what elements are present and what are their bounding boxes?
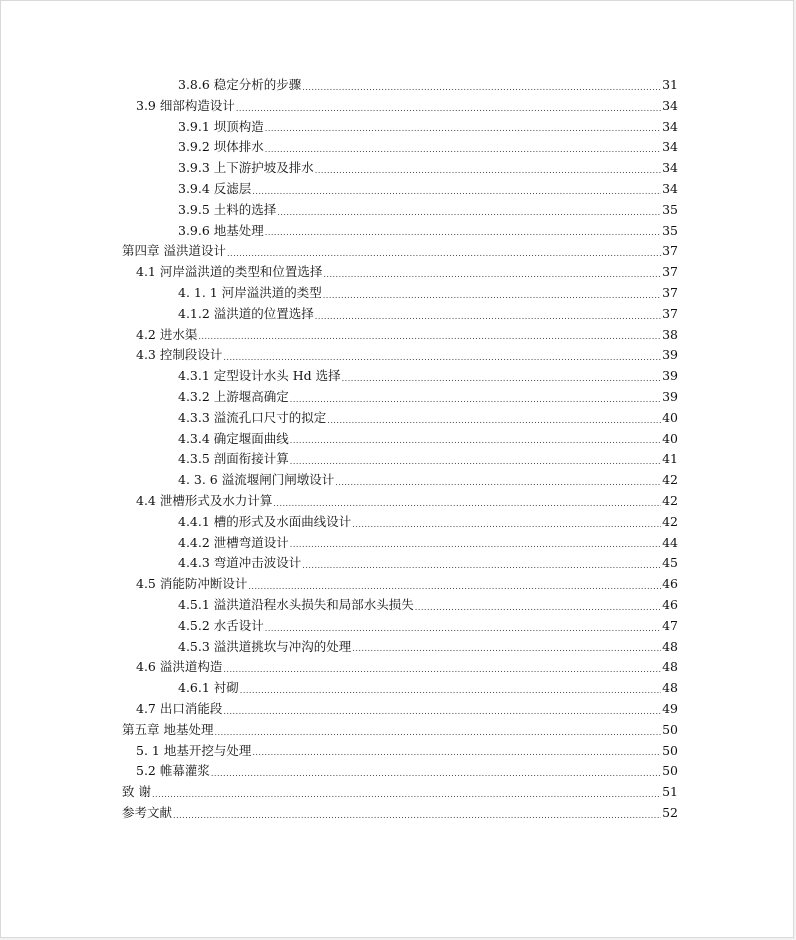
toc-entry-page-number: 39: [662, 368, 678, 384]
toc-entry-label: 4.6 溢洪道构造: [136, 659, 223, 675]
toc-leader-dots: [302, 75, 661, 96]
toc-entry-label: 3.9.3 上下游护坡及排水: [178, 160, 314, 176]
toc-entry-page-number: 48: [662, 659, 678, 675]
toc-entry: [122, 221, 678, 242]
toc-entry: [122, 158, 678, 179]
toc-entry: [122, 616, 678, 637]
toc-entry-page-number: 40: [662, 409, 678, 425]
toc-leader-dots: [290, 429, 661, 450]
toc-leader-dots: [323, 262, 661, 283]
toc-entry-label: 4.5.2 水舌设计: [178, 617, 264, 633]
toc-entry-label: 4.3 控制段设计: [136, 347, 223, 363]
toc-entry-label: 4.4.1 槽的形式及水面曲线设计: [178, 513, 352, 529]
toc-entry-page-number: 40: [662, 430, 678, 446]
toc-entry-page-number: 37: [662, 243, 678, 259]
toc-entry: [122, 574, 678, 595]
toc-leader-dots: [214, 720, 661, 741]
toc-entry-page-number: 46: [662, 576, 678, 592]
toc-leader-dots: [302, 553, 661, 574]
toc-entry-page-number: 48: [662, 638, 678, 654]
toc-entry-label: 3.9.4 反滤层: [178, 180, 252, 196]
toc-entry-label: 4.1.2 溢洪道的位置选择: [178, 305, 314, 321]
toc-entry: [122, 408, 678, 429]
toc-entry: [122, 741, 678, 762]
toc-leader-dots: [315, 304, 661, 325]
toc-entry: [122, 678, 678, 699]
toc-entry-label: 3.9.1 坝顶构造: [178, 118, 264, 134]
toc-entry: [122, 512, 678, 533]
toc-entry: [122, 241, 678, 262]
toc-entry-label: 4.3.3 溢流孔口尺寸的拟定: [178, 409, 327, 425]
toc-entry-label: 3.9.2 坝体排水: [178, 139, 264, 155]
toc-leader-dots: [273, 491, 661, 512]
toc-entry-page-number: 34: [662, 160, 678, 176]
toc-entry: [122, 366, 678, 387]
toc-entry: [122, 283, 678, 304]
toc-leader-dots: [211, 761, 661, 782]
toc-entry-page-number: 49: [662, 700, 678, 716]
toc-leader-dots: [240, 678, 661, 699]
toc-entry: [122, 491, 678, 512]
toc-entry: [122, 761, 678, 782]
toc-entry-page-number: 37: [662, 284, 678, 300]
toc-entry: [122, 595, 678, 616]
toc-entry: [122, 553, 678, 574]
toc-entry: [122, 96, 678, 117]
toc-leader-dots: [315, 158, 661, 179]
toc-leader-dots: [323, 283, 661, 304]
toc-entry: [122, 470, 678, 491]
toc-entry-label: 3.9.5 土料的选择: [178, 201, 277, 217]
toc-entry-page-number: 51: [662, 784, 678, 800]
toc-leader-dots: [265, 221, 661, 242]
toc-entry: [122, 325, 678, 346]
toc-leader-dots: [327, 408, 661, 429]
toc-entry-label: 第四章 溢洪道设计: [122, 243, 226, 259]
toc-entry-label: 4.7 出口消能段: [136, 700, 223, 716]
toc-entry-page-number: 45: [662, 555, 678, 571]
toc-entry-page-number: 47: [662, 617, 678, 633]
toc-entry-page-number: 35: [662, 222, 678, 238]
toc-entry: [122, 782, 678, 803]
toc-leader-dots: [252, 179, 661, 200]
toc-leader-dots: [223, 699, 661, 720]
toc-entry: [122, 387, 678, 408]
toc-leader-dots: [277, 200, 661, 221]
toc-entry-label: 3.9.6 地基处理: [178, 222, 264, 238]
toc-entry-page-number: 48: [662, 680, 678, 696]
toc-entry-label: 4. 1. 1 河岸溢洪道的类型: [178, 284, 322, 300]
toc-leader-dots: [265, 616, 661, 637]
toc-entry-label: 4.2 进水渠: [136, 326, 198, 342]
toc-entry-label: 4.4 泄槽形式及水力计算: [136, 492, 273, 508]
toc-entry: [122, 345, 678, 366]
toc-entry-page-number: 34: [662, 180, 678, 196]
toc-entry: [122, 699, 678, 720]
toc-entry: [122, 262, 678, 283]
toc-leader-dots: [252, 741, 661, 762]
toc-entry: [122, 657, 678, 678]
toc-leader-dots: [335, 470, 661, 491]
toc-entry: [122, 803, 678, 824]
toc-leader-dots: [290, 387, 661, 408]
toc-entry-label: 4.4.3 弯道冲击波设计: [178, 555, 302, 571]
toc-entry-page-number: 52: [662, 804, 678, 820]
toc-entry-page-number: 42: [662, 472, 678, 488]
toc-entry-page-number: 50: [662, 763, 678, 779]
toc-entry: [122, 533, 678, 554]
toc-entry-page-number: 42: [662, 513, 678, 529]
toc-entry-page-number: 31: [662, 77, 678, 92]
toc-leader-dots: [352, 512, 661, 533]
toc-entry-page-number: 34: [662, 97, 678, 113]
toc-entry: [122, 429, 678, 450]
toc-entry-label: 4.1 河岸溢洪道的类型和位置选择: [136, 264, 323, 280]
toc-entry-page-number: 35: [662, 201, 678, 217]
toc-entry-label: 4.5.3 溢洪道挑坎与冲沟的处理: [178, 638, 352, 654]
toc-leader-dots: [265, 137, 661, 158]
toc-entry-label: 3.8.6 稳定分析的步骤: [178, 77, 302, 92]
toc-leader-dots: [248, 574, 661, 595]
toc-entry-page-number: 39: [662, 388, 678, 404]
table-of-contents: [122, 75, 678, 824]
toc-leader-dots: [290, 449, 661, 470]
toc-entry-label: 5. 1 地基开挖与处理: [136, 742, 252, 758]
toc-entry-page-number: 37: [662, 305, 678, 321]
toc-leader-dots: [352, 637, 661, 658]
toc-entry-label: 参考文献: [122, 804, 173, 820]
toc-entry-page-number: 50: [662, 721, 678, 737]
toc-entry: [122, 449, 678, 470]
toc-leader-dots: [173, 803, 661, 824]
toc-entry: [122, 137, 678, 158]
toc-entry-label: 4.3.1 定型设计水头 Hd 选择: [178, 368, 341, 384]
toc-entry-label: 4.4.2 泄槽弯道设计: [178, 534, 289, 550]
toc-entry-label: 4.3.5 剖面衔接计算: [178, 451, 289, 467]
toc-entry-label: 4. 3. 6 溢流堰闸门闸墩设计: [178, 472, 335, 488]
toc-entry-label: 4.5.1 溢洪道沿程水头损失和局部水头损失: [178, 596, 414, 612]
toc-entry-label: 5.2 帷幕灌浆: [136, 763, 210, 779]
toc-entry: [122, 304, 678, 325]
toc-entry-label: 4.3.4 确定堰面曲线: [178, 430, 289, 446]
toc-entry-page-number: 34: [662, 118, 678, 134]
toc-entry-page-number: 42: [662, 492, 678, 508]
toc-entry-page-number: 46: [662, 596, 678, 612]
toc-leader-dots: [152, 782, 661, 803]
toc-leader-dots: [223, 657, 661, 678]
toc-leader-dots: [265, 117, 661, 138]
toc-entry: [122, 75, 678, 96]
toc-entry-label: 第五章 地基处理: [122, 721, 214, 737]
toc-entry-page-number: 34: [662, 139, 678, 155]
toc-leader-dots: [290, 533, 661, 554]
toc-entry-label: 3.9 细部构造设计: [136, 97, 235, 113]
toc-entry-page-number: 41: [662, 451, 678, 467]
toc-leader-dots: [198, 325, 661, 346]
toc-leader-dots: [342, 366, 661, 387]
toc-entry: [122, 720, 678, 741]
toc-entry-page-number: 39: [662, 347, 678, 363]
toc-entry-label: 4.6.1 衬砌: [178, 680, 239, 696]
toc-entry-page-number: 44: [662, 534, 678, 550]
toc-entry: [122, 179, 678, 200]
toc-leader-dots: [415, 595, 661, 616]
toc-leader-dots: [227, 241, 661, 262]
toc-entry-label: 4.5 消能防冲断设计: [136, 576, 248, 592]
toc-leader-dots: [223, 345, 661, 366]
toc-entry: [122, 117, 678, 138]
toc-entry-page-number: 38: [662, 326, 678, 342]
toc-entry-label: 致 谢: [122, 784, 151, 800]
toc-leader-dots: [236, 96, 661, 117]
toc-entry-page-number: 50: [662, 742, 678, 758]
toc-entry-page-number: 37: [662, 264, 678, 280]
toc-entry: [122, 200, 678, 221]
toc-entry-label: 4.3.2 上游堰高确定: [178, 388, 289, 404]
toc-entry: [122, 637, 678, 658]
